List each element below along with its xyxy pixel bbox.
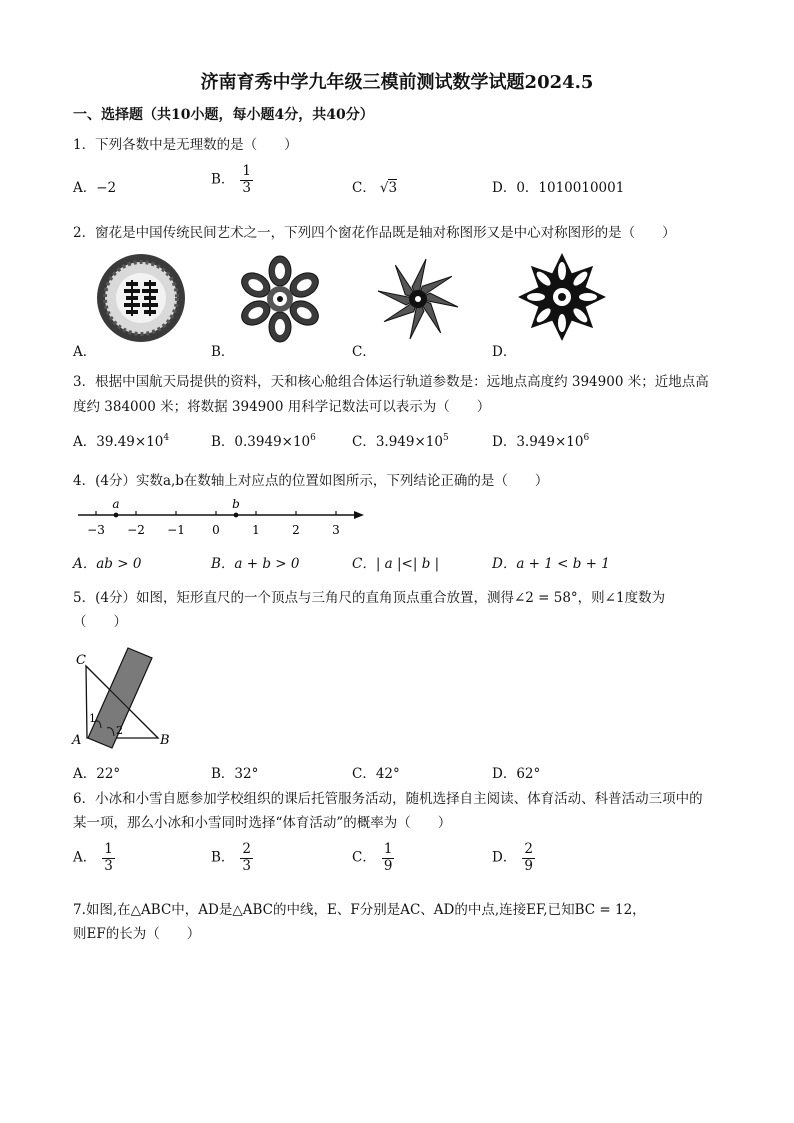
q3-option-a-exponent: 4: [163, 433, 170, 443]
q5-option-c: C．42°: [352, 766, 400, 782]
q4-option-b: B．a + b > 0: [211, 556, 300, 572]
q2-label-a: A．: [73, 344, 97, 360]
q1-option-b-fraction: [240, 164, 253, 196]
q6-option-b: [211, 842, 253, 874]
window-flower-b-icon: [235, 254, 325, 344]
q4-option-d: D．a + 1 < b + 1: [492, 556, 610, 572]
q3-option-c: [352, 430, 449, 450]
fraction-denominator: 3: [242, 179, 252, 196]
tick-label: −1: [167, 523, 185, 537]
fraction-numerator: 2: [242, 841, 252, 857]
q2-label-b: B．: [211, 344, 235, 360]
window-flower-d-icon: [515, 252, 609, 342]
q3-option-d-label: D．3.949×10: [492, 434, 584, 450]
q6-option-c-label: C．: [352, 849, 376, 866]
tick-label: −2: [127, 523, 145, 537]
q2-label-c: C．: [352, 344, 376, 360]
q4-option-a: A．ab > 0: [73, 556, 142, 572]
q6-option-a-fraction: [102, 842, 115, 874]
q3-option-c-label: C．3.949×10: [352, 434, 443, 450]
q1-option-b: [211, 164, 253, 196]
sqrt-icon: √: [379, 180, 389, 196]
q3-stem-line1: 3．根据中国航天局提供的资料，天和核心舱组合体运行轨道参数是：远地点高度约 394900 米；近地点高: [73, 374, 709, 390]
q3-option-b: [211, 430, 316, 450]
tick-label: 1: [252, 523, 260, 537]
point-a-label: a: [112, 497, 120, 511]
q6-option-a-label: A．: [73, 849, 97, 866]
point-a-dot: [114, 513, 119, 518]
q3-option-a-label: A．39.49×10: [73, 434, 164, 450]
q2-stem: 2．窗花是中国传统民间艺术之一，下列四个窗花作品既是轴对称图形又是中心对称图形的是（ ）: [73, 225, 676, 241]
tick-label: 2: [292, 523, 300, 537]
q1-option-b-label: B．: [211, 171, 235, 188]
q5-stem-line2: （ ）: [73, 614, 127, 630]
q6-option-d-label: D．: [492, 849, 517, 866]
tick-label: −3: [87, 523, 105, 537]
q6-stem-line2: 某一项，那么小冰和小雪同时选择“体育活动”的概率为（ ）: [73, 815, 452, 831]
q6-option-d-fraction: [522, 842, 535, 874]
point-b-dot: [234, 513, 239, 518]
q7-stem-line2: 则EF的长为（ ）: [73, 926, 201, 942]
angle-2-label: 2: [116, 724, 123, 737]
vertex-b-label: B: [160, 733, 170, 748]
q5-option-d: D．62°: [492, 766, 541, 782]
q3-option-d-exponent: 6: [583, 433, 590, 443]
tick-label: 0: [212, 523, 220, 537]
fraction-numerator: 1: [383, 841, 393, 857]
q6-option-b-label: B．: [211, 849, 235, 866]
q1-option-c: [352, 176, 397, 196]
q1-option-c-label: C．: [352, 180, 376, 196]
fraction-denominator: 9: [383, 857, 393, 874]
number-line: [72, 496, 372, 542]
q3-option-b-exponent: 6: [310, 433, 316, 443]
q6-option-b-fraction: [240, 842, 253, 874]
fraction-numerator: 2: [524, 841, 533, 857]
q2-label-d: D．: [492, 344, 517, 360]
tick-label: 3: [332, 523, 340, 537]
point-b-label: b: [232, 497, 240, 511]
q6-stem-line1: 6．小冰和小雪自愿参加学校组织的课后托管服务活动，随机选择自主阅读、体育活动、科普活动三项中的: [73, 791, 703, 807]
fraction-denominator: 3: [104, 857, 113, 874]
q3-option-b-label: B．0.3949×10: [211, 434, 311, 450]
fraction-denominator: 3: [242, 857, 252, 874]
q5-option-b: B．32°: [211, 766, 259, 782]
angle-1-label: 1: [89, 712, 96, 725]
q7-stem-line1: 7.如图,在△ABC中，AD是△ABC的中线，E、F分别是AC、AD的中点,连接EF,已知BC = 12，: [73, 902, 646, 918]
sqrt-radicand: 3: [388, 180, 398, 196]
q1-option-a: A．−2: [73, 180, 117, 196]
q3-stem-line2: 度约 384000 米；将数据 394900 用科学记数法可以表示为（ ）: [73, 399, 491, 415]
page-title: 济南育秀中学九年级三模前测试数学试题2024.5: [200, 72, 594, 93]
q4-stem: 4．(4分）实数a,b在数轴上对应点的位置如图所示，下列结论正确的是（ ）: [73, 473, 549, 489]
q1-stem: 1．下列各数中是无理数的是（ ）: [73, 137, 298, 153]
q6-option-d: [492, 842, 535, 874]
section-heading: 一、选择题（共10小题，每小题4分，共40分）: [73, 107, 374, 123]
vertex-c-label: C: [76, 653, 86, 668]
window-flower-a-icon: [95, 252, 187, 344]
vertex-a-label: A: [72, 733, 82, 748]
q4-option-c: C．| a |<| b |: [352, 556, 440, 572]
q3-option-d: [492, 430, 589, 450]
number-line-arrow-icon: [354, 511, 364, 519]
ruler-triangle-figure: [70, 640, 180, 752]
q3-option-c-exponent: 5: [442, 433, 449, 443]
q3-option-a: [73, 430, 169, 450]
fraction-denominator: 9: [524, 857, 533, 874]
q6-option-c-fraction: [382, 842, 395, 874]
window-flower-c-icon: [372, 256, 464, 342]
q6-option-a: [73, 842, 115, 874]
fraction-numerator: 1: [104, 841, 113, 857]
q6-option-c: [352, 842, 394, 874]
q1-option-d: D．0．1010010001: [492, 180, 625, 196]
q5-option-a: A．22°: [73, 766, 121, 782]
q5-stem-line1: 5．(4分）如图，矩形直尺的一个顶点与三角尺的直角顶点重合放置，测得∠2 = 58°，则∠1度数为: [73, 590, 666, 606]
fraction-numerator: 1: [242, 163, 252, 179]
